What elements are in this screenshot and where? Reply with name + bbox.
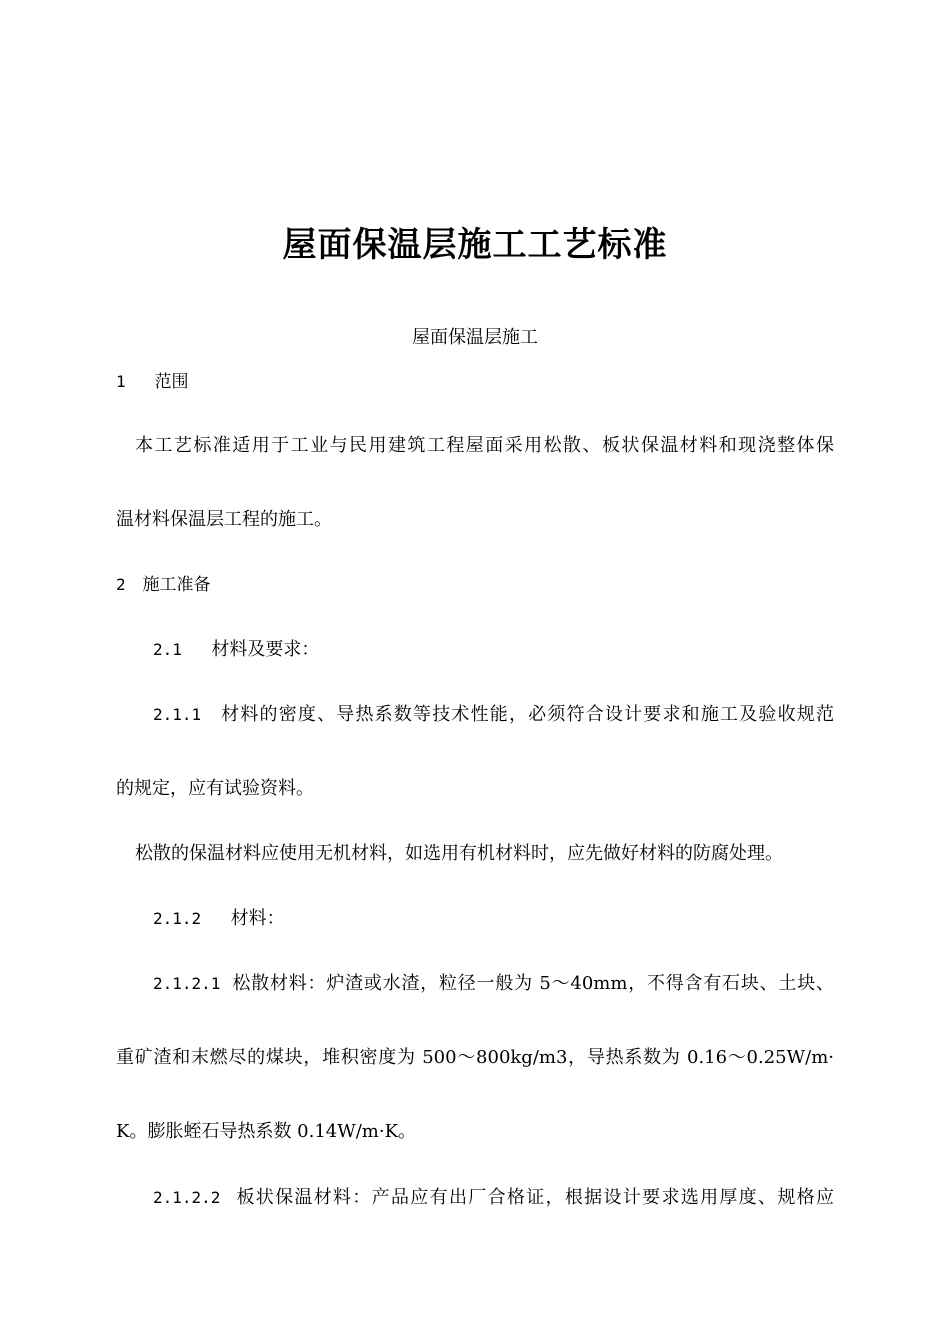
clause-2-1-2-2-number: 2.1.2.2 — [153, 1188, 221, 1207]
clause-2-1-2-text: 材料： — [230, 908, 285, 929]
clause-2-1-text: 材料及要求： — [211, 639, 320, 660]
clause-2-1-2-1-text: 松散材料：炉渣或水渣，粒径一般为 5～40mm，不得含有石块、土块、 — [232, 973, 834, 994]
section-1-title: 范围 — [154, 372, 189, 392]
document-title: 屋面保温层施工工艺标准 — [282, 225, 668, 265]
clause-2-1-1-line-1 — [153, 703, 834, 727]
clause-2-1-1-line-2: 的规定，应有试验资料。 — [116, 778, 314, 799]
clause-2-1-1-text: 材料的密度、导热系数等技术性能，必须符合设计要求和施工及验收规范 — [221, 704, 834, 725]
section-1-heading — [116, 370, 188, 394]
section-2-heading — [116, 573, 210, 597]
scope-paragraph-line-2: 温材料保温层工程的施工。 — [116, 509, 332, 530]
section-1-number: 1 — [116, 372, 126, 391]
clause-2-1-2 — [153, 907, 285, 931]
clause-2-1-2-2-line-1 — [153, 1186, 834, 1210]
clause-2-1-2-number: 2.1.2 — [153, 909, 202, 928]
clause-2-1-2-1-line-3: K。膨胀蛭石导热系数 0.14W/m·K。 — [116, 1121, 417, 1142]
clause-2-1-number: 2.1 — [153, 640, 182, 659]
clause-2-1-2-1-line-1 — [153, 972, 834, 996]
clause-2-1-2-1-line-2: 重矿渣和末燃尽的煤块，堆积密度为 500～800kg/m3，导热系数为 0.16～0.25W/m· — [116, 1047, 834, 1068]
section-2-title: 施工准备 — [142, 575, 211, 595]
clause-2-1 — [153, 638, 319, 662]
section-2-number: 2 — [116, 575, 126, 594]
clause-2-1-2-2-text: 板状保温材料：产品应有出厂合格证，根据设计要求选用厚度、规格应 — [236, 1187, 834, 1208]
loose-material-note: 松散的保温材料应使用无机材料，如选用有机材料时，应先做好材料的防腐处理。 — [135, 843, 783, 864]
document-subtitle: 屋面保温层施工 — [412, 327, 538, 348]
clause-2-1-2-1-number: 2.1.2.1 — [153, 974, 221, 993]
scope-paragraph-line-1: 本工艺标准适用于工业与民用建筑工程屋面采用松散、板状保温材料和现浇整体保 — [135, 435, 834, 456]
clause-2-1-1-number: 2.1.1 — [153, 705, 202, 724]
